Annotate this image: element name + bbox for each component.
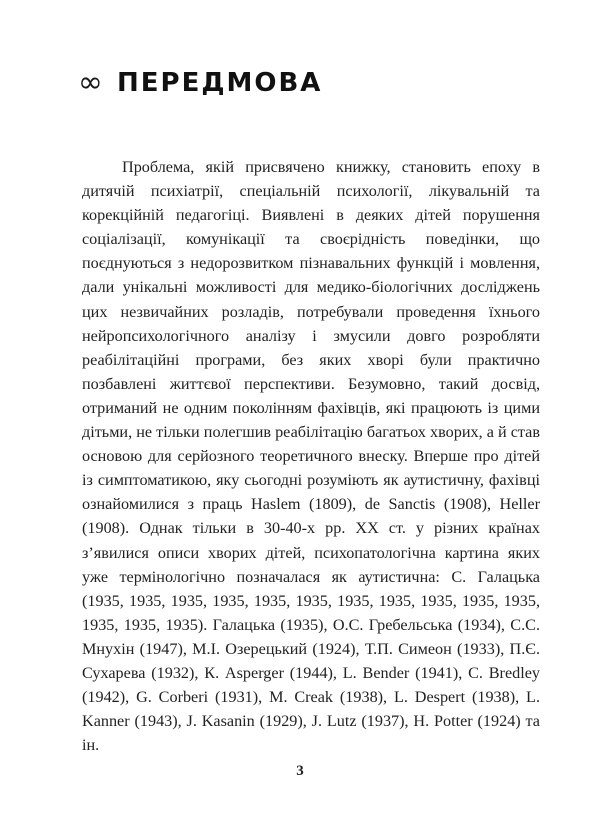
body-paragraph: Проблема, якій присвячено книжку, становить епоху в дитячій психіатрії, спеціальній психології, лікувальній та корекційній педагогіці. Виявлені в деяких дітей порушення соціалізації, комунікації та своєрідність поведінки, що поєднуються з недорозвитком пізнавальних функцій і мовлення, дали унікальні можливості для медико-біологічних досліджень цих незвичайних розладів, потребували проведення їхнього нейропсихологічного аналізу і змусили довго розробляти реабілітаційні програми, без яких хворі були практично позбавлені життєвої перспективи. Безумовно, такий досвід, отриманий не одним поколінням фахівців, які працюють із цими дітьми, не тільки полегшив реабілітацію багатьох хворих, а й став основою для серйозного теоретичного внеску. Вперше про дітей із симптоматикою, яку сьогодні розуміють як аутистичну, фахівці ознайомилися з праць Haslem (1809), de Sanctis (1908), Heller (1908). Однак тільки в 30-40-х рр. XX ст. у різних країнах з’явилися описи хворих дітей, психопатологічна картина яких уже термінологічно позначалася як аутистична: С. Галацька (1935, 1935, 1935, 1935, 1935, 1935, 1935, 1935, 1935, 1935, 1935, 1935, 1935, 1935). Галацька (1935), О.С. Гребельська (1934), С.С. Мнухін (1947), М.І. Озерецький (1924), Т.П. Симеон (1933), П.Є. Сухарева (1932), К. Asperger (1944), L. Bender (1941), C. Bredley (1942), G. Corberi (1931), M. Creak (1938), L. Despert (1938), L. Kanner (1943), J. Kasanin (1929), J. Lutz (1937), H. Potter (1924) та ін. [82,158,540,755]
page-number: 3 [296,763,304,779]
chapter-title: ПЕРЕДМОВА [117,68,323,98]
infinity-icon: ∞ [78,65,103,100]
chapter-heading [78,65,323,100]
